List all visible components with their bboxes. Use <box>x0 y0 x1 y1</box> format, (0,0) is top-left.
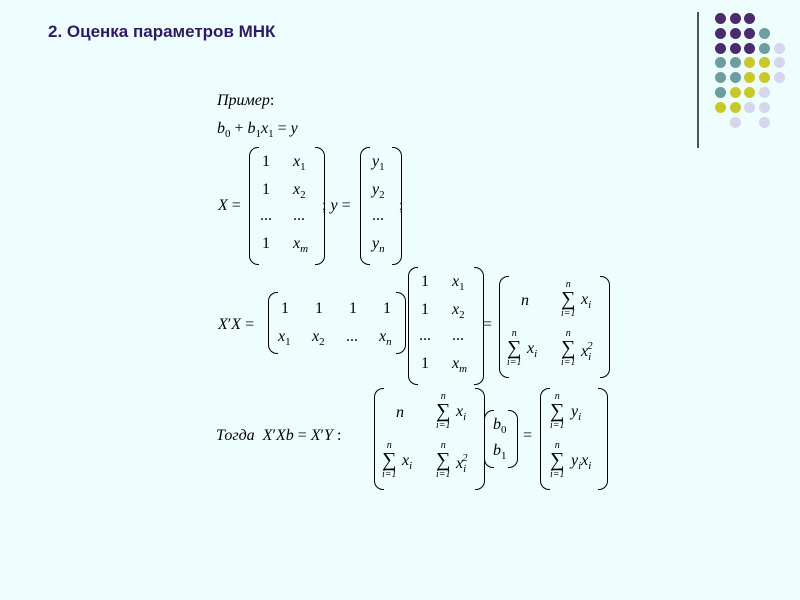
decorative-dot <box>759 28 770 39</box>
decorative-dot <box>759 72 770 83</box>
decorative-dot <box>759 57 770 68</box>
decorative-dot <box>759 117 770 128</box>
decorative-dot <box>744 102 755 113</box>
vector-y: $y_1$ $y_2$ ... $y_n$ <box>360 147 402 265</box>
matrix-xtx-then: n n ∑ i=1 $x_i$ n ∑ i=1 $x_i$ n ∑ i=1 $x_i^2$ <box>374 388 485 490</box>
sum-xi: n ∑ i=1 <box>507 328 522 368</box>
sum-xi-squared: n ∑ i=1 <box>561 328 576 368</box>
decorative-dot <box>744 72 755 83</box>
slide-title: 2. Оценка параметров МНК <box>48 22 276 41</box>
decorative-dot <box>730 13 741 24</box>
decorative-dot <box>730 87 741 98</box>
decorative-dot <box>715 102 726 113</box>
then-word: Тогда <box>216 427 255 444</box>
decorative-dot <box>730 72 741 83</box>
matrix-xtx-result: n n ∑ i=1 $x_i$ n ∑ i=1 $x_i$ n ∑ i=1 $x_i^2$ <box>499 276 610 378</box>
xtx-lhs: X′X = <box>218 316 255 333</box>
matrix-x-lhs: X = <box>218 197 241 214</box>
regression-equation: $b_0 + b_1x_1 = y$ <box>217 120 298 140</box>
decorative-dot <box>730 43 741 54</box>
decorative-dot <box>715 57 726 68</box>
decorative-dot <box>730 28 741 39</box>
decorative-dot <box>759 43 770 54</box>
decorative-vertical-line <box>697 12 699 148</box>
decorative-dot <box>744 28 755 39</box>
vector-y-lhs: ; y = <box>322 197 351 214</box>
then-equals: = <box>523 427 533 444</box>
decorative-dot <box>715 87 726 98</box>
matrix-x-2: 1 $x_1$ 1 $x_2$ ... ... 1 $x_m$ <box>408 267 484 385</box>
decorative-dot <box>774 43 785 54</box>
decorative-dot <box>715 72 726 83</box>
decorative-dot <box>715 43 726 54</box>
matrix-x: 1 $x_1$ 1 $x_2$ ... ... 1 $x_m$ <box>249 147 325 265</box>
decorative-dot <box>744 87 755 98</box>
vector-b: $b_0$ $b_1$ <box>484 410 518 468</box>
sum-xi: n ∑ i=1 <box>561 279 576 319</box>
example-label <box>217 92 274 110</box>
decorative-dot <box>744 13 755 24</box>
decorative-dot <box>730 102 741 113</box>
decorative-dot <box>715 13 726 24</box>
vector-xty: n ∑ i=1 $y_i$ n ∑ i=1 $y_ix_i$ <box>540 388 608 490</box>
decorative-dot <box>715 28 726 39</box>
example-colon: : <box>269 92 275 109</box>
decorative-dot <box>744 43 755 54</box>
vector-y-semicolon: ; <box>399 197 404 214</box>
decorative-dot <box>774 57 785 68</box>
decorative-dot <box>744 57 755 68</box>
then-equation: Тогда X′Xb = X′Y : <box>216 427 342 444</box>
decorative-dot <box>730 117 741 128</box>
decorative-dot <box>774 72 785 83</box>
decorative-dot <box>759 87 770 98</box>
matrix-x-transpose: 1 1 1 1 $x_1$ $x_2$ ... $x_n$ <box>268 292 406 354</box>
decorative-dot <box>730 57 741 68</box>
xtx-equals: = <box>483 316 493 333</box>
decorative-dot <box>759 102 770 113</box>
example-word: Пример <box>217 92 270 109</box>
